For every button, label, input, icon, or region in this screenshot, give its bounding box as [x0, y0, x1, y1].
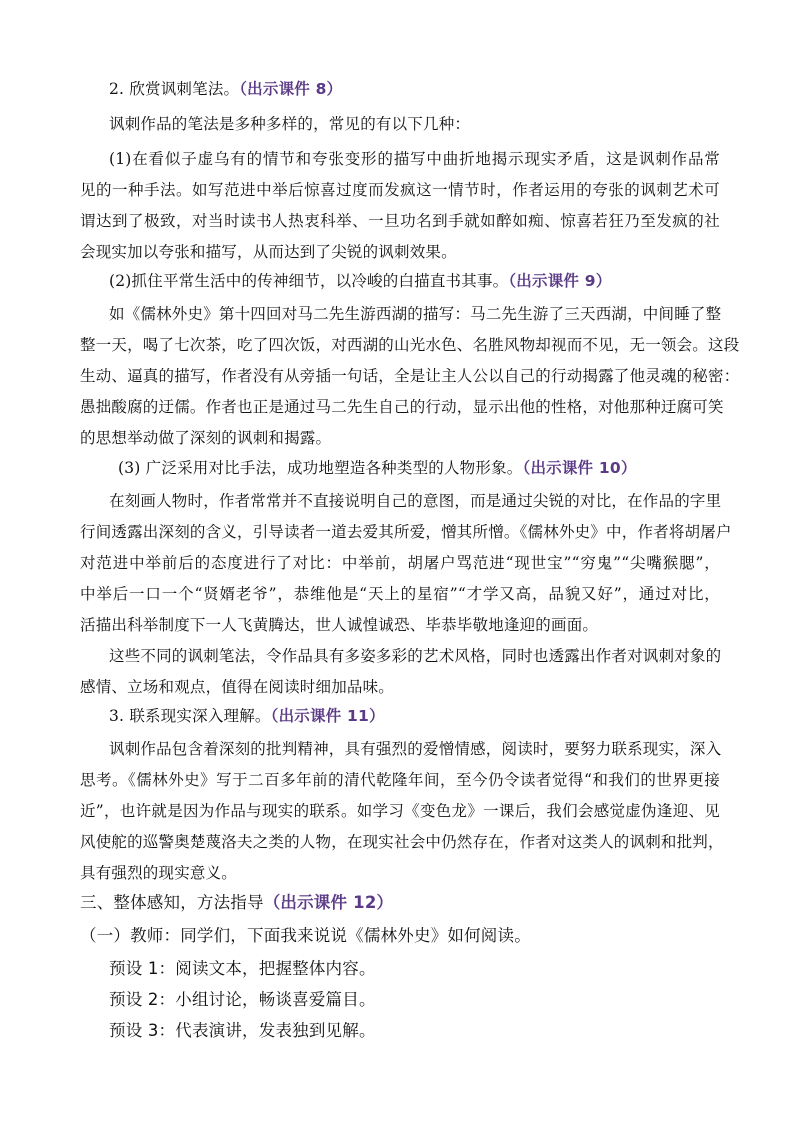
- paragraph-line: 讽刺作品包含着深刻的批判精神，具有强烈的爱憎情感，阅读时，要努力联系现实，深入: [109, 740, 722, 758]
- paragraph-line: (1)在看似子虚乌有的情节和夸张变形的描写中曲折地揭示现实矛盾，这是讽刺作品常: [109, 150, 720, 168]
- paragraph-line: 在刻画人物时，作者常常并不直接说明自己的意图，而是通过尖锐的对比，在作品的字里: [109, 492, 722, 510]
- courseware-ref: （出示课件 10）: [522, 459, 637, 477]
- subheading-text: (2)抓住平常生活中的传神细节，以冷峻的白描直书其事。: [109, 272, 509, 290]
- courseware-ref: （出示课件 12）: [263, 893, 394, 912]
- paragraph-line: 风使舵的巡警奥楚蔑洛夫之类的人物，在现实社会中仍然存在，作者对这类人的讽刺和批判，: [80, 833, 724, 851]
- paragraph-line: 如《儒林外史》第十四回对马二先生游西湖的描写：马二先生游了三天西湖，中间睡了整: [109, 305, 722, 323]
- paragraph-line: 会现实加以夸张和描写，从而达到了尖锐的讽刺效果。: [80, 243, 457, 261]
- paragraph-line: 思考。《儒林外史》写于二百多年前的清代乾隆年间，至今仍令读者觉得“和我们的世界更接: [80, 771, 720, 789]
- paragraph-line: 见的一种手法。如写范进中举后惊喜过度而发疯这一情节时，作者运用的夸张的讽刺艺术可: [80, 181, 720, 199]
- paragraph-line: 感情、立场和观点，值得在阅读时细加品味。: [80, 678, 395, 696]
- paragraph-line: 对范进中举前后的态度进行了对比：中举前，胡屠户骂范进“现世宝”“穷鬼”“尖嘴猴腮”，: [80, 554, 720, 572]
- paragraph-line: 具有强烈的现实意义。: [80, 864, 238, 882]
- paragraph-line: 愚拙酸腐的迂儒。作者也正是通过马二先生自己的行动，显示出他的性格，对他那种迂腐可笑: [80, 398, 724, 416]
- paragraph-line: 整一天，喝了七次茶，吃了四次饭，对西湖的山光水色、名胜风物却视而不见，无一领会。这段: [80, 336, 740, 354]
- paragraph-line: 的思想举动做了深刻的讽刺和揭露。: [80, 429, 332, 447]
- paragraph-line: 活描出科举制度下一人飞黄腾达，世人诚惶诚恐、毕恭毕敬地逢迎的画面。: [80, 616, 599, 634]
- paragraph-line: 讽刺作品的笔法是多种多样的，常见的有以下几种：: [109, 115, 471, 133]
- heading-text: 三、整体感知，方法指导: [80, 893, 264, 912]
- paragraph-line: 近”，也许就是因为作品与现实的联系。如学习《变色龙》一课后，我们会感觉虚伪逢迎、见: [80, 802, 720, 820]
- paragraph-line: 这些不同的讽刺笔法，令作品具有多姿多彩的艺术风格，同时也透露出作者对讽刺对象的: [109, 647, 722, 665]
- heading-text: 2. 欣赏讽刺笔法。: [109, 80, 240, 98]
- heading-text: 3. 联系现实深入理解。: [109, 707, 271, 725]
- subheading-3: [118, 458, 637, 478]
- courseware-ref: （出示课件 8）: [239, 80, 343, 98]
- paragraph-line: 谓达到了极致，对当时读书人热衷科举、一旦功名到手就如醉如痴、惊喜若狂乃至发疯的社: [80, 212, 720, 230]
- preset-item-1: 预设 1：阅读文本，把握整体内容。: [109, 959, 376, 978]
- courseware-ref: （出示课件 11）: [270, 707, 385, 725]
- preset-item-3: 预设 3：代表演讲，发表独到见解。: [109, 1021, 376, 1040]
- paragraph-line: 行间透露出深刻的含义，引导读者一道去爱其所爱，憎其所憎。《儒林外史》中，作者将胡屠户: [80, 523, 732, 541]
- subheading-2: [109, 271, 611, 291]
- teacher-intro-line: （一）教师：同学们，下面我来说说《儒林外史》如何阅读。: [80, 926, 531, 945]
- subheading-text: (3) 广泛采用对比手法，成功地塑造各种类型的人物形象。: [118, 459, 523, 477]
- main-section-heading: [80, 893, 393, 913]
- courseware-ref: （出示课件 9）: [508, 272, 612, 290]
- preset-item-2: 预设 2：小组讨论，畅谈喜爱篇目。: [109, 990, 376, 1009]
- paragraph-line: 中举后一口一个“贤婿老爷”，恭维他是“天上的星宿”“才学又高，品貌又好”，通过对比，: [80, 585, 720, 603]
- section-heading-2: [109, 79, 342, 99]
- section-heading-3: [109, 706, 385, 726]
- paragraph-line: 生动、逼真的描写，作者没有从旁插一句话，全是让主人公以自己的行动揭露了他灵魂的秘密：: [80, 367, 740, 385]
